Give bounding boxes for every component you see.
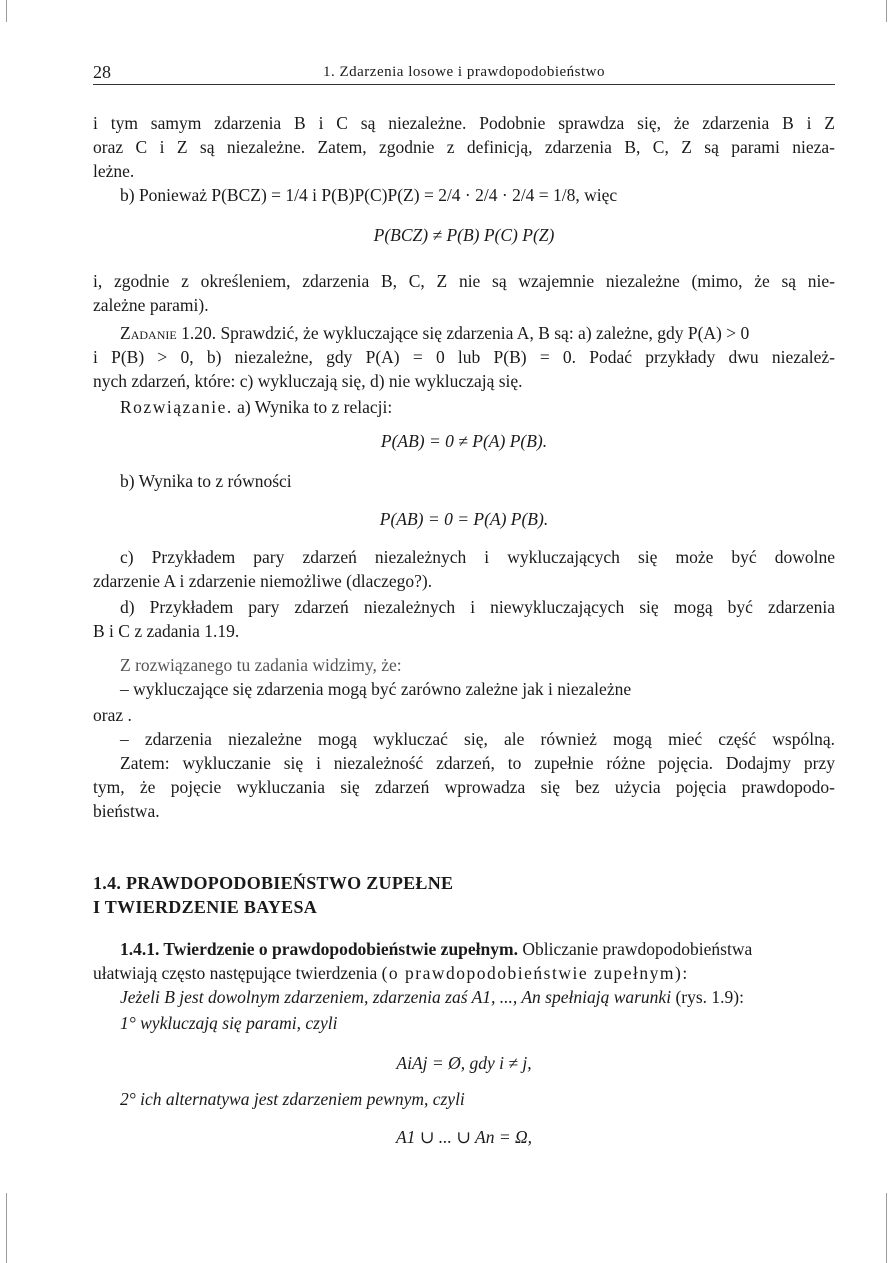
text-line: i P(B) > 0, b) niezależne, gdy P(A) = 0 lub P(B) = 0. Podać przykłady dwu niezależ- <box>93 347 835 367</box>
solution-label: Rozwiązanie. <box>120 397 233 417</box>
text-line: tym, że pojęcie wykluczania się zdarzeń wprowadza się bez użycia pojęcia prawdopodo- <box>93 777 835 797</box>
text-segment: (o prawdopodobieństwie zupełnym): <box>381 963 689 983</box>
scan-edge-right-top <box>886 0 887 22</box>
text-line: Zatem: wykluczanie się i niezależność zdarzeń, to zupełnie różne pojęcia. Dodajmy przy <box>120 753 835 773</box>
text-line: Z rozwiązanego tu zadania widzimy, że: <box>120 655 402 675</box>
text-line: zdarzenie A i zdarzenie niemożliwe (dlaczego?). <box>93 571 433 591</box>
text-line: i, zgodnie z określeniem, zdarzenia B, C, Z nie są wzajemnie niezależne (mimo, że są nie- <box>93 271 835 291</box>
text-line: i tym samym zdarzenia B i C są niezależne. Podobnie sprawdza się, że zdarzenia B i Z <box>93 113 835 133</box>
scan-edge-right-bottom <box>886 1193 887 1263</box>
text-line: oraz C i Z są niezależne. Zatem, zgodnie z definicją, zdarzenia B, C, Z są parami nieza- <box>93 137 835 157</box>
theorem-line <box>93 938 835 960</box>
text-line <box>93 962 835 984</box>
task-line <box>93 322 835 344</box>
solution-line <box>93 396 835 418</box>
text-segment: ułatwiają często następujące twierdzenia <box>93 963 378 983</box>
text-line: nych zdarzeń, które: c) wykluczają się, d) nie wykluczają się. <box>93 371 523 391</box>
text-segment: Jeżeli B jest dowolnym zdarzeniem, zdarzenia zaś A1, ..., An spełniają warunki <box>120 987 672 1007</box>
text-line <box>93 986 835 1008</box>
running-title: 1. Zdarzenia losowe i prawdopodobieństwo <box>322 64 606 80</box>
text-line: – zdarzenia niezależne mogą wykluczać się, ale również mogą mieć część wspólną. <box>120 729 835 749</box>
formula: P(BCZ) ≠ P(B) P(C) P(Z) <box>373 225 555 245</box>
text-line: c) Przykładem pary zdarzeń niezależnych i wykluczających się może być dowolne <box>120 547 835 567</box>
text-line: oraz . <box>93 705 132 725</box>
page-number: 28 <box>93 62 111 82</box>
scan-edge-left-top <box>6 0 7 22</box>
text-line: leżne. <box>93 161 135 181</box>
formula: A1 ∪ ... ∪ An = Ω, <box>395 1127 533 1147</box>
text-line: – wykluczające się zdarzenia mogą być zarówno zależne jak i niezależne <box>120 679 632 699</box>
text-line: 2° ich alternatywa jest zdarzeniem pewnym, czyli <box>120 1089 465 1109</box>
solution-text: a) Wynika to z relacji: <box>237 397 393 417</box>
theorem-text: Obliczanie prawdopodobieństwa <box>522 939 753 959</box>
section-heading: 1.4. PRAWDOPODOBIEŃSTWO ZUPEŁNE <box>93 873 454 893</box>
task-label: Zadanie <box>120 323 177 343</box>
text-line: 1° wykluczają się parami, czyli <box>120 1013 338 1033</box>
page-header <box>93 62 835 85</box>
text-segment: (rys. 1.9): <box>675 987 744 1007</box>
text-line: b) Ponieważ P(BCZ) = 1/4 i P(B)P(C)P(Z) = 2/4 · 2/4 · 2/4 = 1/8, więc <box>120 185 618 205</box>
text-line: d) Przykładem pary zdarzeń niezależnych i niewykluczających się mogą być zdarzenia <box>120 597 835 617</box>
scan-edge-left-bottom <box>6 1193 7 1263</box>
formula: P(AB) = 0 = P(A) P(B). <box>379 509 549 529</box>
theorem-title: 1.4.1. Twierdzenie o prawdopodobieństwie zupełnym. <box>120 939 518 959</box>
text-line: b) Wynika to z równości <box>120 471 292 491</box>
formula: AiAj = Ø, gdy i ≠ j, <box>396 1053 532 1073</box>
text-line: bieństwa. <box>93 801 160 821</box>
text-line: B i C z zadania 1.19. <box>93 621 240 641</box>
formula: P(AB) = 0 ≠ P(A) P(B). <box>380 431 548 451</box>
section-heading: I TWIERDZENIE BAYESA <box>93 897 318 917</box>
task-text: 1.20. Sprawdzić, że wykluczające się zdarzenia A, B są: a) zależne, gdy P(A) > 0 <box>181 323 750 343</box>
text-line: zależne parami). <box>93 295 209 315</box>
